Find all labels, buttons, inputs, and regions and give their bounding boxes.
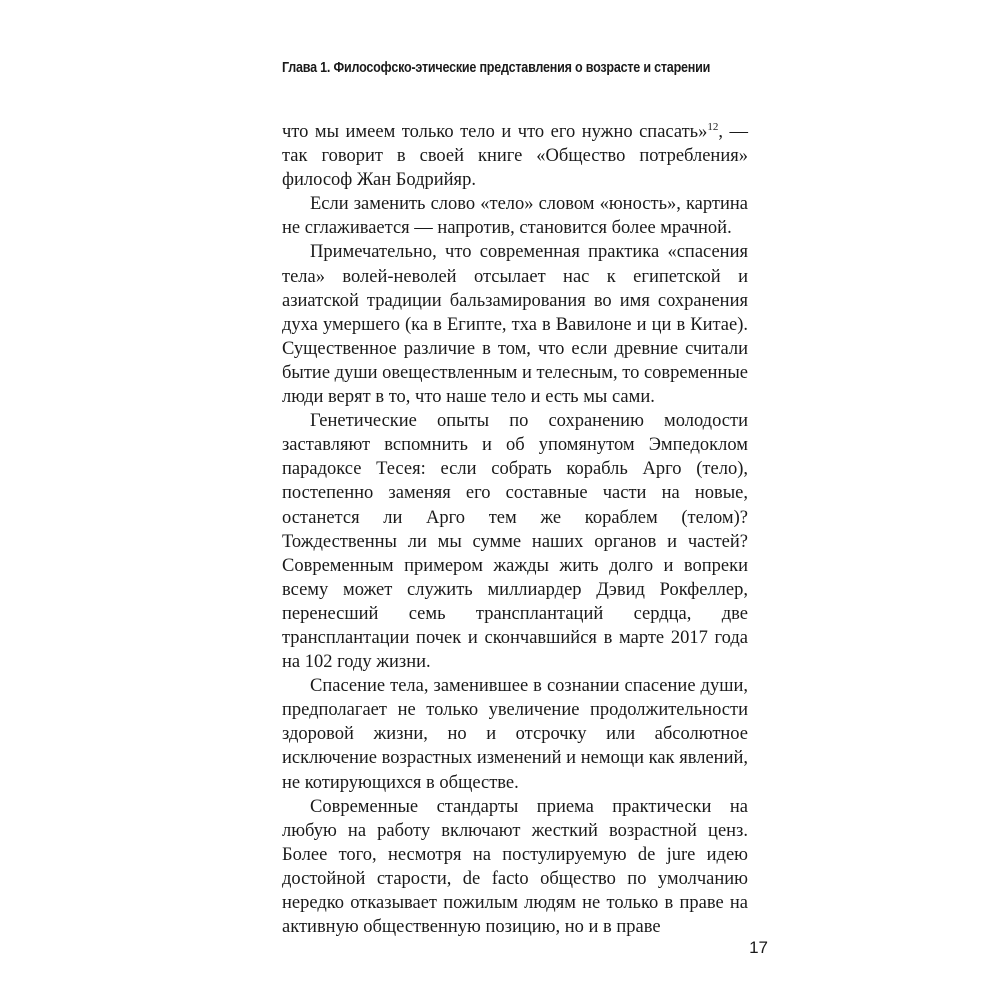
running-head: Глава 1. Философско-этические представления о возрасте и старении	[282, 60, 711, 76]
paragraph: Примечательно, что современная практика «спасения тела» волей-неволей отсылает нас к египетской и азиатской традиции бальзамирования во имя сохранения духа умершего (ка в Египте, тха в Вавилоне и ци в Китае). Существенное различие в том, что если древние считали бытие души овеществленным и телесным, то современные люди верят в то, что наше тело и есть мы сами.	[282, 242, 748, 408]
paragraph: Спасение тела, заменившее в сознании спасение души, предполагает не только увеличение продолжительности здоровой жизни, но и отсрочку или абсолютное исключение возрастных изменений и немощи как явлений, не котирующихся в обществе.	[282, 676, 748, 793]
page-number: 17	[749, 938, 768, 957]
paragraph-continued	[282, 120, 748, 192]
paragraph-text: , — так говорит в своей книге «Общество потребления» философ Жан Бодрийяр.	[282, 122, 749, 191]
paragraph: Если заменить слово «тело» словом «юность», картина не сглаживается — напротив, становится более мрачной.	[282, 194, 748, 239]
paragraph-text: что мы имеем только тело и что его нужно спасать»	[282, 122, 708, 142]
body-text	[282, 120, 748, 939]
paragraph: Генетические опыты по сохранению молодости заставляют вспомнить и об упомянутом Эмпедоклом парадоксе Тесея: если собрать корабль Арго (тело), постепенно заменяя его составные части на новые, останется ли Арго тем же кораблем (телом)? Тождественны ли мы сумме наших органов и частей? Современным примером жажды жить долго и вопреки всему может служить миллиардер Дэвид Рокфеллер, перенесший семь трансплантаций сердца, две трансплантации почек и скончавшийся в марте 2017 года на 102 году жизни.	[282, 411, 748, 673]
paragraph: Современные стандарты приема практически на любую на работу включают жесткий возрастной ценз. Более того, несмотря на постулируемую de jure идею достойной старости, de facto общество по умолчанию нередко отказывает пожилым людям не только в праве на активную общественную позицию, но и в праве	[282, 796, 748, 938]
footnote-reference: 12	[707, 121, 719, 133]
